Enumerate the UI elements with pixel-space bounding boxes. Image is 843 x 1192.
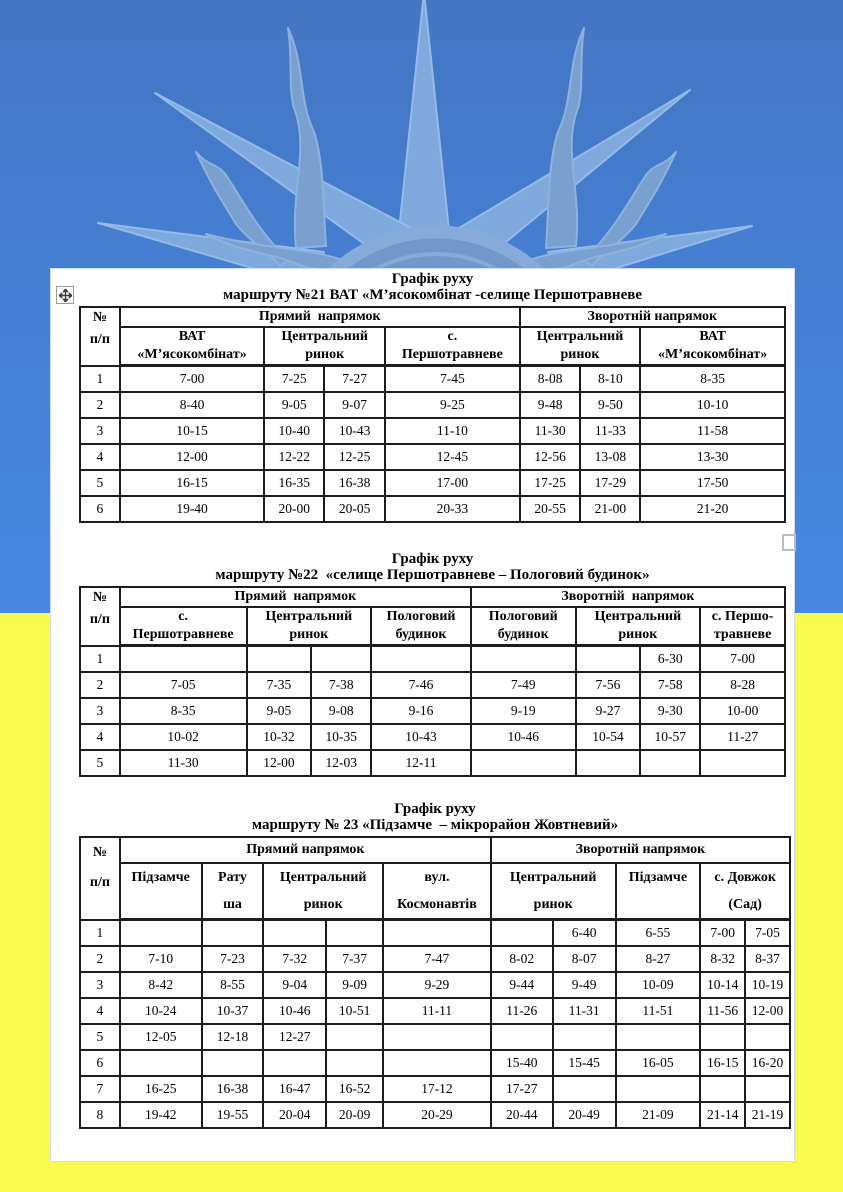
station-header <box>491 863 616 920</box>
time-cell <box>263 1050 326 1076</box>
time-cell <box>491 920 553 946</box>
station-header-line: Пологовий <box>386 609 456 624</box>
schedule-title-line1: Графік руху <box>391 271 474 287</box>
schedule-title-line2: маршруту №22 «селище Першотравневе – Пологовий будинок» <box>215 567 650 583</box>
station-header <box>576 607 701 646</box>
station-header <box>247 607 372 646</box>
row-number-cell: 8 <box>80 1102 120 1128</box>
station-header-line: с. <box>178 609 188 624</box>
station-header-line: ша <box>223 897 242 912</box>
row-number-header-line: № <box>92 310 107 325</box>
time-cell: 16-20 <box>745 1050 790 1076</box>
time-cell: 17-00 <box>385 470 520 496</box>
time-cell: 9-50 <box>580 392 640 418</box>
table-resize-handle[interactable] <box>782 534 796 551</box>
document-page <box>50 268 795 1162</box>
time-cell: 19-42 <box>120 1102 202 1128</box>
time-cell <box>120 920 202 946</box>
time-cell: 11-58 <box>640 418 785 444</box>
time-cell <box>383 1050 491 1076</box>
time-cell <box>120 1050 202 1076</box>
time-cell: 7-00 <box>700 920 745 946</box>
time-cell: 13-08 <box>580 444 640 470</box>
time-cell: 12-00 <box>745 998 790 1024</box>
schedule-title-line1: Графік руху <box>394 801 476 817</box>
schedule-table <box>79 306 786 523</box>
station-header-line: Пологовий <box>488 609 558 624</box>
time-cell: 9-48 <box>520 392 581 418</box>
time-cell: 16-38 <box>324 470 385 496</box>
schedule-title-line2: маршруту № 23 «Підзамче – мікрорайон Жовтневий» <box>251 817 619 833</box>
table-header <box>80 837 790 920</box>
station-header-line: (Сад) <box>728 897 762 912</box>
time-cell <box>471 646 576 672</box>
station-header-line: Першотравневе <box>401 347 503 362</box>
time-cell <box>700 1024 745 1050</box>
row-number-header-line: № <box>92 845 107 860</box>
time-cell: 11-27 <box>700 724 785 750</box>
station-header <box>120 863 202 920</box>
time-cell: 9-05 <box>247 698 312 724</box>
station-header-line: ринок <box>560 347 600 362</box>
time-cell: 7-00 <box>120 366 265 392</box>
time-cell: 8-27 <box>616 946 701 972</box>
row-number-header-line: п/п <box>89 332 110 347</box>
station-header-line: травневе <box>713 627 772 642</box>
time-cell: 12-05 <box>120 1024 202 1050</box>
time-cell: 8-02 <box>491 946 553 972</box>
time-cell <box>616 1076 701 1102</box>
time-cell: 10-24 <box>120 998 202 1024</box>
forward-direction-header: Прямий напрямок <box>120 307 520 327</box>
station-header-line: Підзамче <box>131 870 190 885</box>
time-cell: 10-57 <box>640 724 700 750</box>
table-row <box>80 470 785 496</box>
time-cell: 7-23 <box>202 946 264 972</box>
time-cell: 10-19 <box>745 972 790 998</box>
row-number-cell: 1 <box>80 920 120 946</box>
time-cell <box>640 750 700 776</box>
time-cell: 19-55 <box>202 1102 264 1128</box>
schedule-title-line2: маршруту №21 ВАТ «М’ясокомбінат -селище Першотравневе <box>223 287 642 303</box>
schedule-group-route-23 <box>79 801 791 1129</box>
time-cell: 16-05 <box>616 1050 701 1076</box>
time-cell: 10-43 <box>324 418 385 444</box>
time-cell: 12-11 <box>371 750 471 776</box>
time-cell: 9-27 <box>576 698 641 724</box>
time-cell: 20-33 <box>385 496 520 522</box>
time-cell: 9-08 <box>311 698 371 724</box>
time-cell: 7-58 <box>640 672 700 698</box>
row-number-cell: 4 <box>80 444 120 470</box>
time-cell: 10-54 <box>576 724 641 750</box>
time-cell: 12-45 <box>385 444 520 470</box>
time-cell: 7-49 <box>471 672 576 698</box>
time-cell <box>326 1050 383 1076</box>
time-cell <box>247 646 312 672</box>
station-header <box>640 327 785 366</box>
direction-header-row <box>80 307 785 327</box>
row-number-cell: 5 <box>80 470 120 496</box>
time-cell: 9-30 <box>640 698 700 724</box>
station-header-line: ринок <box>303 897 343 912</box>
station-header-line: Космонавтів <box>397 897 477 912</box>
time-cell: 10-43 <box>371 724 471 750</box>
time-cell: 8-55 <box>202 972 264 998</box>
time-cell: 9-19 <box>471 698 576 724</box>
time-cell: 10-02 <box>120 724 247 750</box>
move-icon <box>59 289 72 302</box>
time-cell: 11-11 <box>383 998 491 1024</box>
station-header-line: Центральний <box>281 329 368 344</box>
station-header-line: ВАТ <box>178 329 206 344</box>
time-cell <box>263 920 326 946</box>
time-cell: 10-37 <box>202 998 264 1024</box>
time-cell: 10-51 <box>326 998 383 1024</box>
time-cell: 16-52 <box>326 1076 383 1102</box>
station-header <box>383 863 491 920</box>
time-cell: 17-27 <box>491 1076 553 1102</box>
table-row <box>80 418 785 444</box>
time-cell: 11-56 <box>700 998 745 1024</box>
station-header <box>264 327 385 366</box>
sun-emblem-svg <box>60 0 820 270</box>
row-number-cell: 5 <box>80 1024 120 1050</box>
time-cell: 9-16 <box>371 698 471 724</box>
table-header <box>80 307 785 366</box>
table-row <box>80 646 785 672</box>
time-cell: 7-27 <box>324 366 385 392</box>
time-cell: 7-37 <box>326 946 383 972</box>
row-number-header <box>80 587 120 646</box>
time-cell: 11-33 <box>580 418 640 444</box>
station-header-line: ринок <box>533 897 573 912</box>
time-cell <box>616 1024 701 1050</box>
time-cell: 20-49 <box>553 1102 616 1128</box>
time-cell: 11-30 <box>120 750 247 776</box>
time-cell: 8-10 <box>580 366 640 392</box>
row-number-header-line: п/п <box>89 612 110 627</box>
time-cell: 7-56 <box>576 672 641 698</box>
station-header <box>520 327 641 366</box>
station-header-line: с. Першо- <box>711 609 774 624</box>
table-row <box>80 1050 790 1076</box>
time-cell: 17-50 <box>640 470 785 496</box>
station-header <box>700 607 785 646</box>
time-cell: 16-15 <box>700 1050 745 1076</box>
time-cell: 7-25 <box>264 366 324 392</box>
station-header-line: с. Довжок <box>714 870 776 885</box>
time-cell: 21-14 <box>700 1102 745 1128</box>
row-number-cell: 6 <box>80 496 120 522</box>
table-row <box>80 392 785 418</box>
reverse-direction-header: Зворотній напрямок <box>491 837 790 863</box>
time-cell <box>202 1050 264 1076</box>
station-header <box>263 863 383 920</box>
time-cell: 21-20 <box>640 496 785 522</box>
time-cell: 20-04 <box>263 1102 326 1128</box>
station-header-line: ринок <box>289 627 329 642</box>
time-cell: 10-35 <box>311 724 371 750</box>
station-header <box>616 863 701 920</box>
station-header-line: с. <box>447 329 458 344</box>
time-cell: 8-42 <box>120 972 202 998</box>
time-cell: 11-31 <box>553 998 616 1024</box>
time-cell: 11-30 <box>520 418 581 444</box>
time-cell: 8-35 <box>640 366 785 392</box>
time-cell: 9-44 <box>491 972 553 998</box>
station-header <box>385 327 520 366</box>
time-cell: 16-38 <box>202 1076 264 1102</box>
row-number-cell: 3 <box>80 698 120 724</box>
station-header-line: «М’ясокомбінат» <box>658 347 768 362</box>
row-number-cell: 7 <box>80 1076 120 1102</box>
time-cell: 9-04 <box>263 972 326 998</box>
time-cell: 11-26 <box>491 998 553 1024</box>
station-header <box>700 863 790 920</box>
time-cell: 20-09 <box>326 1102 383 1128</box>
time-cell <box>326 920 383 946</box>
row-number-cell: 6 <box>80 1050 120 1076</box>
time-cell: 7-38 <box>311 672 371 698</box>
table-row <box>80 672 785 698</box>
time-cell <box>576 750 641 776</box>
time-cell: 10-40 <box>264 418 324 444</box>
time-cell: 12-03 <box>311 750 371 776</box>
time-cell: 6-30 <box>640 646 700 672</box>
time-cell <box>700 750 785 776</box>
station-header <box>120 607 247 646</box>
table-row <box>80 946 790 972</box>
station-header-line: Центральний <box>265 609 353 624</box>
time-cell: 8-08 <box>520 366 581 392</box>
station-header-row <box>80 327 785 366</box>
table-row <box>80 998 790 1024</box>
time-cell <box>745 1024 790 1050</box>
time-cell <box>553 1076 616 1102</box>
time-cell: 8-37 <box>745 946 790 972</box>
time-cell: 9-25 <box>385 392 520 418</box>
table-body <box>80 366 785 522</box>
time-cell <box>383 920 491 946</box>
row-number-cell: 2 <box>80 672 120 698</box>
schedule-group-route-22 <box>79 551 786 777</box>
station-header-line: будинок <box>395 627 447 642</box>
schedule-table <box>79 586 786 777</box>
station-header <box>120 327 265 366</box>
table-row <box>80 1024 790 1050</box>
reverse-direction-header: Зворотній напрямок <box>471 587 785 607</box>
time-cell <box>745 1076 790 1102</box>
station-header-line: Центральний <box>536 329 624 344</box>
direction-header-row <box>80 837 790 863</box>
station-header <box>471 607 576 646</box>
time-cell: 17-12 <box>383 1076 491 1102</box>
row-number-cell: 2 <box>80 392 120 418</box>
time-cell: 9-29 <box>383 972 491 998</box>
time-cell: 12-00 <box>120 444 265 470</box>
time-cell: 12-00 <box>247 750 312 776</box>
time-cell: 8-40 <box>120 392 265 418</box>
time-cell: 6-55 <box>616 920 701 946</box>
row-number-header-line: п/п <box>89 875 110 890</box>
row-number-cell: 1 <box>80 646 120 672</box>
station-header-line: ВАТ <box>699 329 726 344</box>
time-cell <box>471 750 576 776</box>
time-cell <box>326 1024 383 1050</box>
forward-direction-header: Прямий напрямок <box>120 837 491 863</box>
time-cell <box>371 646 471 672</box>
table-row <box>80 920 790 946</box>
time-cell: 8-32 <box>700 946 745 972</box>
station-header-line: вул. <box>424 870 450 885</box>
time-cell: 10-14 <box>700 972 745 998</box>
time-cell: 6-40 <box>553 920 616 946</box>
time-cell <box>700 1076 745 1102</box>
time-cell: 12-18 <box>202 1024 264 1050</box>
station-header-line: ринок <box>305 347 345 362</box>
direction-header-row <box>80 587 785 607</box>
time-cell <box>311 646 371 672</box>
time-cell: 9-49 <box>553 972 616 998</box>
station-header-line: ринок <box>618 627 658 642</box>
row-number-cell: 3 <box>80 418 120 444</box>
time-cell: 13-30 <box>640 444 785 470</box>
time-cell: 15-40 <box>491 1050 553 1076</box>
time-cell: 21-09 <box>616 1102 701 1128</box>
time-cell: 19-40 <box>120 496 265 522</box>
time-cell: 10-09 <box>616 972 701 998</box>
time-cell: 16-25 <box>120 1076 202 1102</box>
time-cell: 20-55 <box>520 496 581 522</box>
time-cell: 11-51 <box>616 998 701 1024</box>
time-cell: 9-05 <box>264 392 324 418</box>
time-cell: 10-32 <box>247 724 312 750</box>
station-header-line: Першотравневе <box>132 627 234 642</box>
time-cell: 7-05 <box>120 672 247 698</box>
sun-emblem-icon <box>60 0 820 270</box>
time-cell: 9-09 <box>326 972 383 998</box>
time-cell: 21-19 <box>745 1102 790 1128</box>
table-row <box>80 1102 790 1128</box>
table-header <box>80 587 785 646</box>
time-cell: 10-46 <box>471 724 576 750</box>
table-body <box>80 920 790 1128</box>
station-header-line: Підзамче <box>628 870 688 885</box>
time-cell: 7-00 <box>700 646 785 672</box>
row-number-cell: 3 <box>80 972 120 998</box>
schedule-title-line1: Графік руху <box>391 551 474 567</box>
time-cell <box>491 1024 553 1050</box>
station-header-line: Рату <box>218 870 247 885</box>
time-cell: 21-00 <box>580 496 640 522</box>
time-cell: 8-28 <box>700 672 785 698</box>
time-cell: 17-29 <box>580 470 640 496</box>
station-header <box>202 863 264 920</box>
time-cell: 20-29 <box>383 1102 491 1128</box>
time-cell: 20-05 <box>324 496 385 522</box>
time-cell: 10-15 <box>120 418 265 444</box>
time-cell: 12-27 <box>263 1024 326 1050</box>
time-cell: 7-35 <box>247 672 312 698</box>
schedule-group-route-21 <box>79 271 786 523</box>
station-header-line: будинок <box>497 627 549 642</box>
time-cell: 7-47 <box>383 946 491 972</box>
time-cell <box>383 1024 491 1050</box>
table-row <box>80 972 790 998</box>
time-cell: 16-35 <box>264 470 324 496</box>
row-number-header <box>80 307 120 366</box>
table-row <box>80 750 785 776</box>
time-cell: 8-07 <box>553 946 616 972</box>
station-header-line: «М’ясокомбінат» <box>137 347 247 362</box>
time-cell: 16-15 <box>120 470 265 496</box>
time-cell: 10-10 <box>640 392 785 418</box>
row-number-header-line: № <box>92 590 107 605</box>
time-cell: 16-47 <box>263 1076 326 1102</box>
station-header-line: Центральний <box>594 609 682 624</box>
time-cell: 7-32 <box>263 946 326 972</box>
schedule-table <box>79 836 791 1129</box>
row-number-cell: 4 <box>80 998 120 1024</box>
table-row <box>80 366 785 392</box>
row-number-cell: 1 <box>80 366 120 392</box>
time-cell <box>120 646 247 672</box>
row-number-cell: 4 <box>80 724 120 750</box>
time-cell: 20-44 <box>491 1102 553 1128</box>
table-row <box>80 496 785 522</box>
time-cell: 15-45 <box>553 1050 616 1076</box>
time-cell: 20-00 <box>264 496 324 522</box>
time-cell: 10-00 <box>700 698 785 724</box>
time-cell: 10-46 <box>263 998 326 1024</box>
time-cell: 7-46 <box>371 672 471 698</box>
reverse-direction-header: Зворотній напрямок <box>520 307 785 327</box>
table-body <box>80 646 785 776</box>
station-header-row <box>80 607 785 646</box>
time-cell: 7-05 <box>745 920 790 946</box>
station-header <box>371 607 471 646</box>
station-header-line: Центральний <box>509 870 597 885</box>
table-row <box>80 724 785 750</box>
time-cell: 12-56 <box>520 444 581 470</box>
table-row <box>80 698 785 724</box>
time-cell: 12-25 <box>324 444 385 470</box>
station-header-row <box>80 863 790 920</box>
time-cell <box>202 920 264 946</box>
time-cell: 12-22 <box>264 444 324 470</box>
station-header-line: Центральний <box>279 870 367 885</box>
time-cell: 7-10 <box>120 946 202 972</box>
table-row <box>80 1076 790 1102</box>
row-number-header <box>80 837 120 920</box>
time-cell: 9-07 <box>324 392 385 418</box>
time-cell: 8-35 <box>120 698 247 724</box>
time-cell <box>576 646 641 672</box>
time-cell: 11-10 <box>385 418 520 444</box>
table-move-handle[interactable] <box>56 286 74 304</box>
time-cell <box>553 1024 616 1050</box>
time-cell: 7-45 <box>385 366 520 392</box>
row-number-cell: 2 <box>80 946 120 972</box>
time-cell: 17-25 <box>520 470 581 496</box>
forward-direction-header: Прямий напрямок <box>120 587 471 607</box>
table-row <box>80 444 785 470</box>
row-number-cell: 5 <box>80 750 120 776</box>
